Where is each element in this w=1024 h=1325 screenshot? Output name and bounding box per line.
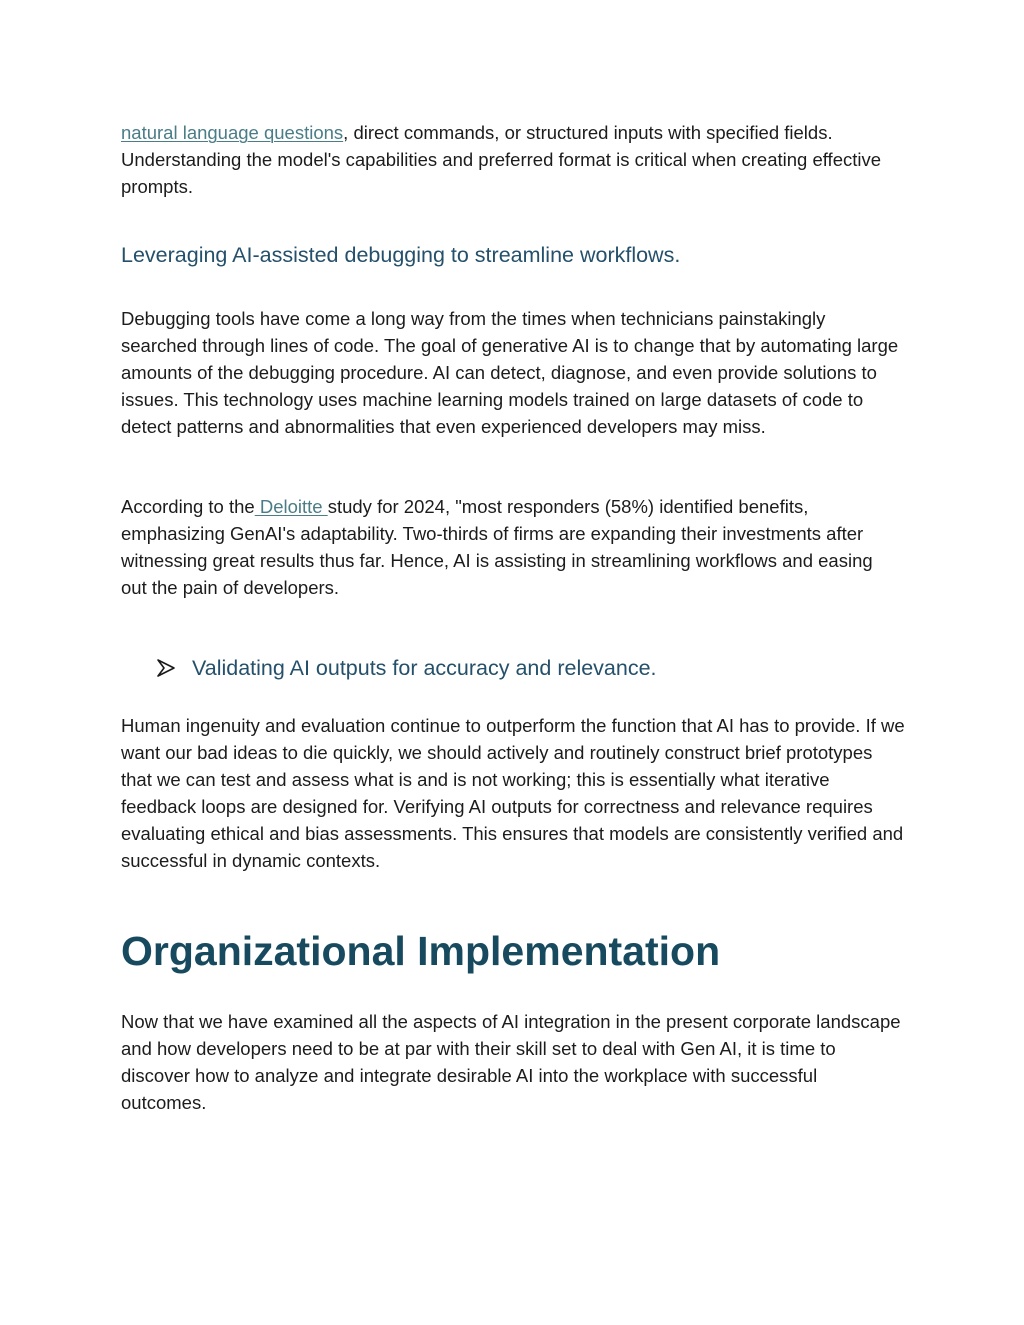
validating-section-heading: Validating AI outputs for accuracy and relevance. — [192, 656, 657, 680]
deloitte-intro-text: According to the — [121, 496, 255, 517]
validating-paragraph: Human ingenuity and evaluation continue to outperform the function that AI has to provide. If we want our bad ideas to die quickly, we should actively and routinely construct brief prototypes that we can test and assess what is and is not working; this is essentially what iterative feedback loops are designed for. Verifying AI outputs for correctness and relevance requires evaluating ethical and bias assessments. This ensures that models are consistently verified and successful in dynamic contexts. — [121, 715, 905, 871]
intro-paragraph — [121, 119, 911, 200]
validating-heading-row — [155, 654, 895, 682]
organizational-implementation-heading: Organizational Implementation — [121, 928, 721, 974]
debugging-section-heading: Leveraging AI-assisted debugging to streamline workflows. — [121, 243, 681, 267]
deloitte-link[interactable]: Deloitte — [254, 496, 328, 517]
intro-text: , direct commands, or structured inputs with specified fields. Understanding the model's capabilities and preferred format is critical when creating effective prompts. — [121, 122, 882, 197]
arrow-bullet-icon — [155, 657, 177, 679]
deloitte-quote-text: study for 2024, "most responders (58%) identified benefits, emphasizing GenAI's adaptability. Two-thirds of firms are expanding their investments after witnessing great results thus far. Hence, AI is assisting in streamlining workflows and easing out the pain of developers. — [121, 496, 873, 598]
debugging-paragraph-2 — [121, 493, 896, 601]
natural-language-questions-link[interactable]: natural language questions — [121, 122, 344, 143]
organizational-paragraph: Now that we have examined all the aspects of AI integration in the present corporate landscape and how developers need to be at par with their skill set to deal with Gen AI, it is time to discover how to analyze and integrate desirable AI into the workplace with successful outcomes. — [121, 1011, 901, 1113]
debugging-paragraph-1: Debugging tools have come a long way from the times when technicians painstakingly searched through lines of code. The goal of generative AI is to change that by automating large amounts of the debugging procedure. AI can detect, diagnose, and even provide solutions to issues. This technology uses machine learning models trained on large datasets of code to detect patterns and abnormalities that even experienced developers may miss. — [121, 308, 899, 437]
